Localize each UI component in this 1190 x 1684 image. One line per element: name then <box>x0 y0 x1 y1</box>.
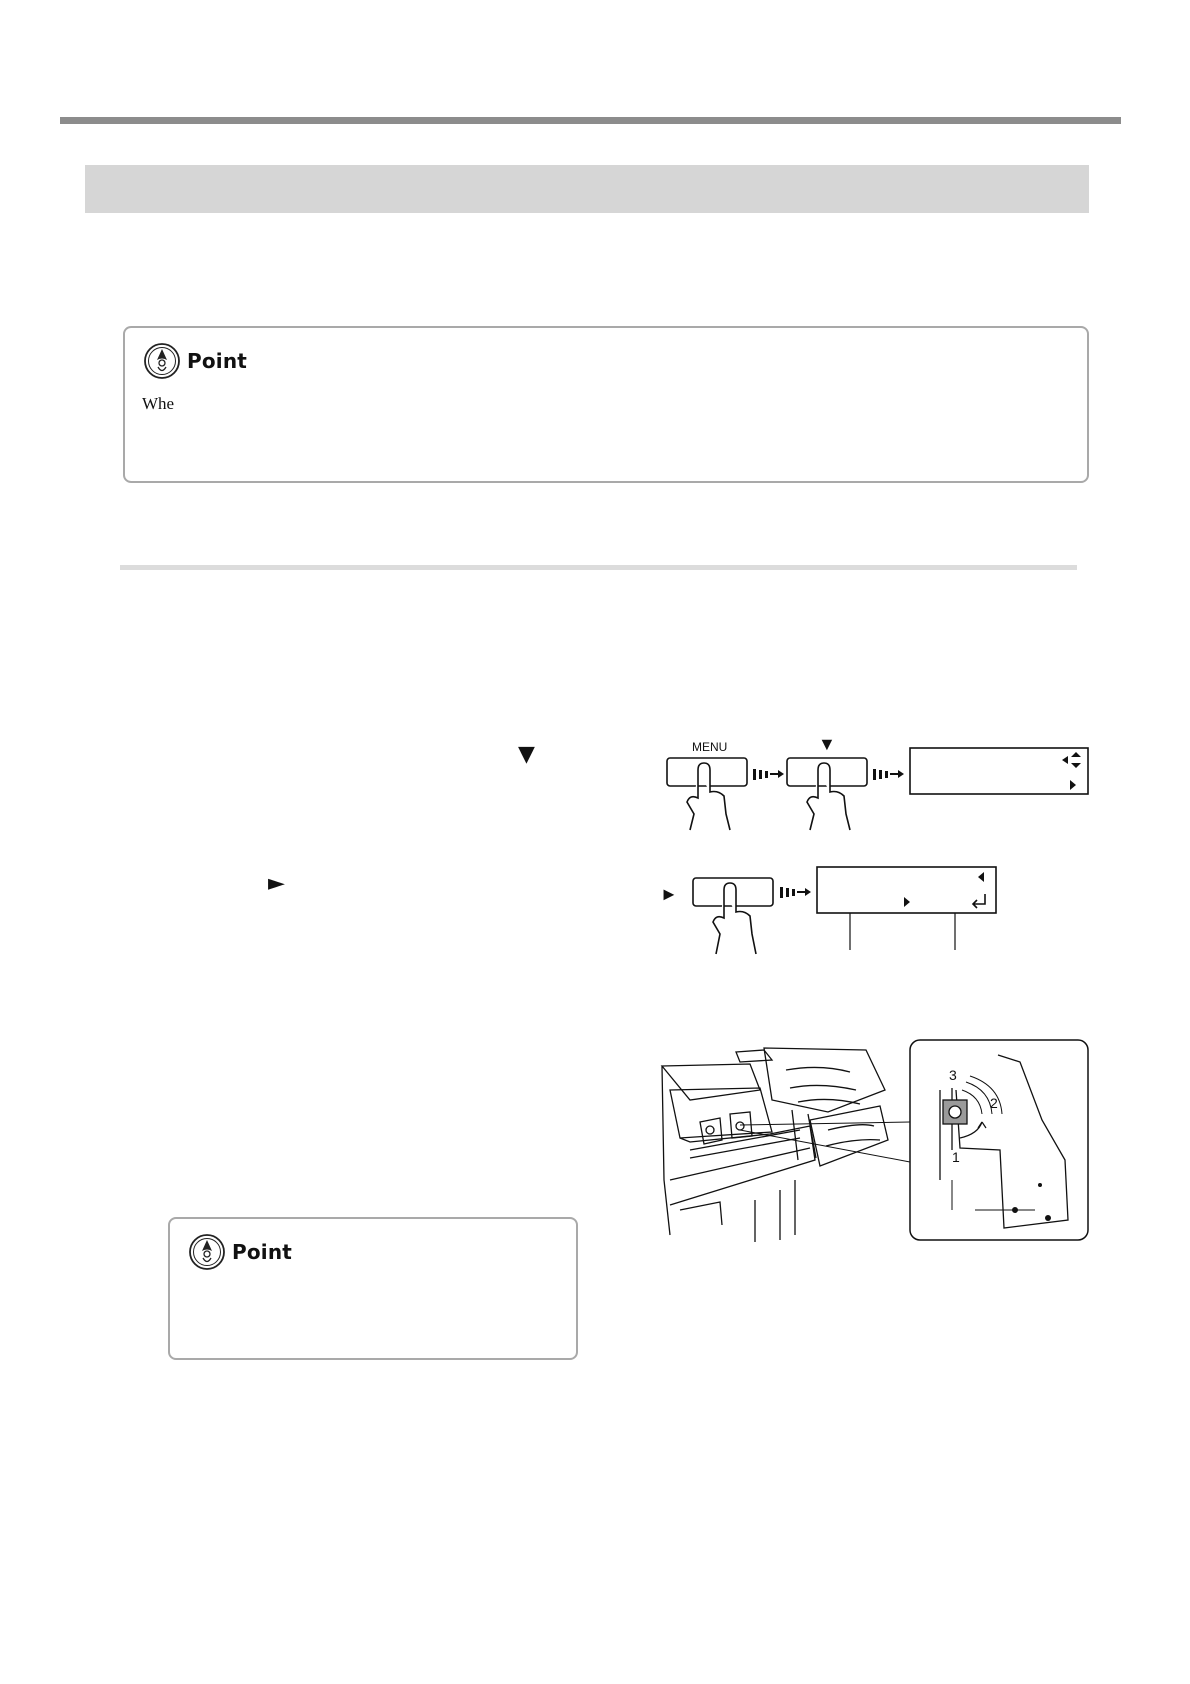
lcd-display-2 <box>817 867 996 950</box>
dotted-arrow-icon <box>780 887 811 898</box>
down-triangle-icon: ▼ <box>518 742 535 767</box>
callout-2: 2 <box>990 1095 998 1111</box>
menu-key[interactable] <box>667 758 747 830</box>
down-key-glyph: ▼ <box>818 734 836 754</box>
point-header <box>143 342 247 380</box>
menu-key-label: MENU <box>692 740 728 754</box>
header-rule <box>60 117 1121 124</box>
point-label: Point <box>187 349 248 373</box>
point-icon <box>188 1233 226 1271</box>
point-icon <box>143 342 181 380</box>
subsection-divider <box>120 565 1077 570</box>
panel-figure-menu <box>660 730 1090 840</box>
right-key-glyph: ► <box>660 884 678 904</box>
down-key[interactable] <box>787 758 867 830</box>
point-box-top <box>123 326 1089 483</box>
point-box-bottom <box>168 1217 578 1360</box>
dotted-arrow-icon <box>753 769 784 780</box>
mechanism-inset <box>910 1040 1088 1240</box>
section-title-band <box>85 165 1089 213</box>
lcd-display-1 <box>910 748 1088 794</box>
point-text: Whe <box>142 394 175 413</box>
point-header <box>188 1233 292 1271</box>
callout-3: 3 <box>949 1067 957 1083</box>
cutter-mechanism-figure <box>660 1030 1090 1242</box>
point-label: Point <box>232 1240 293 1264</box>
right-key[interactable] <box>693 878 773 954</box>
dotted-arrow-icon <box>873 769 904 780</box>
callout-1: 1 <box>952 1149 960 1165</box>
right-triangle-icon: ► <box>268 871 285 896</box>
machine-illustration <box>662 1048 888 1242</box>
panel-figure-right <box>660 860 1030 960</box>
